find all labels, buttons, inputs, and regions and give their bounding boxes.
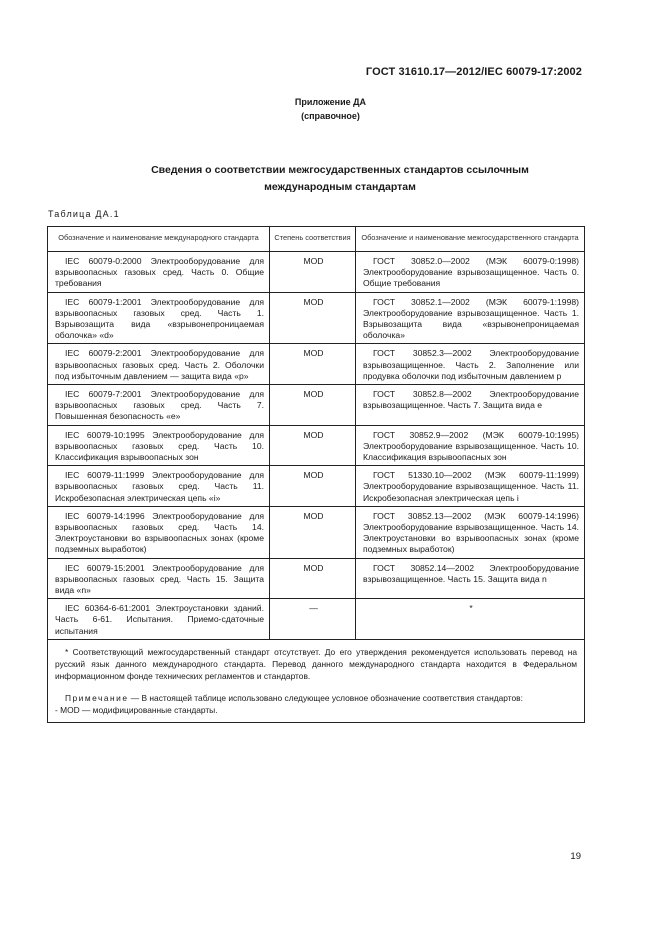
main-title	[60, 162, 620, 196]
table-row	[48, 292, 585, 344]
table-note	[55, 692, 577, 716]
international-standard-cell: IEC 60079-15:2001 Электрооборудование для взрывоопасных газовых сред. Часть 15. Защита вида «n»	[48, 558, 270, 599]
degree-cell: MOD	[270, 558, 356, 599]
table-notes-row	[48, 639, 585, 722]
international-standard-cell: IEC 60079-10:1995 Электрооборудование для взрывоопасных газовых сред. Часть 10. Классификация взрывоопасных зон	[48, 425, 270, 466]
degree-cell: MOD	[270, 506, 356, 558]
degree-cell: MOD	[270, 425, 356, 466]
column-header-national: Обозначение и наименование межгосударственного стандарта	[356, 227, 585, 252]
main-title-line-2: международным стандартам	[264, 181, 416, 193]
international-standard-cell: IEC 60364-6-61:2001 Электроустановки зданий. Часть 6-61. Испытания. Приемо-сдаточные испытания	[48, 599, 270, 640]
appendix-subtitle: (справочное)	[301, 111, 360, 121]
table-header-row	[48, 227, 585, 252]
national-standard-cell: ГОСТ 30852.3—2002 Электрооборудование взрывозащищенное. Часть 2. Заполнение или продувка оболочки под избыточным давлением p	[356, 344, 585, 385]
appendix-heading	[0, 95, 661, 123]
international-standard-cell: IEC 60079-2:2001 Электрооборудование для взрывоопасных газовых сред. Часть 2. Оболочки под избыточным давлением — защита вида «р»	[48, 344, 270, 385]
table-row	[48, 344, 585, 385]
degree-cell: MOD	[270, 344, 356, 385]
national-standard-cell: *	[356, 599, 585, 640]
international-standard-cell: IEC 60079-7:2001 Электрооборудование для взрывоопасных газовых сред. Часть 7. Повышенная безопасность «е»	[48, 385, 270, 426]
national-standard-cell: ГОСТ 30852.0—2002 (МЭК 60079-0:1998) Электрооборудование взрывозащищенное. Часть 0. Общие требования	[356, 252, 585, 293]
table-row	[48, 425, 585, 466]
column-header-degree: Степень соответствия	[270, 227, 356, 252]
main-title-line-1: Сведения о соответствии межгосударственных стандартов ссылочным	[151, 164, 529, 176]
table-note-label: Примечание	[65, 692, 129, 703]
international-standard-cell: IEC 60079-0:2000 Электрооборудование для взрывоопасных газовых сред. Часть 0. Общие требования	[48, 252, 270, 293]
table-row	[48, 252, 585, 293]
column-header-international: Обозначение и наименование международного стандарта	[48, 227, 270, 252]
national-standard-cell: ГОСТ 30852.13—2002 (МЭК 60079-14:1996) Электрооборудование взрывозащищенное. Часть 14. Электроустановки во взрывоопасных зонах (кроме подземных выработок)	[356, 506, 585, 558]
table-row	[48, 385, 585, 426]
document-header-standard-code: ГОСТ 31610.17—2012/IEC 60079-17:2002	[365, 66, 582, 78]
degree-cell: —	[270, 599, 356, 640]
international-standard-cell: IEC 60079-11:1999 Электрооборудование для взрывоопасных газовых сред. Часть 11. Искробезопасная электрическая цепь «i»	[48, 466, 270, 507]
national-standard-cell: ГОСТ 30852.8—2002 Электрооборудование взрывозащищенное. Часть 7. Защита вида e	[356, 385, 585, 426]
degree-cell: MOD	[270, 466, 356, 507]
table-label: Таблица ДА.1	[48, 209, 120, 219]
table-footnote: * Соответствующий межгосударственный стандарт отсутствует. До его утверждения рекомендуется использовать перевод на русский язык данного международного стандарта. Перевод данного международного стандарта находится в Федеральном информационном фонде технических регламентов и стандартов.	[55, 646, 577, 681]
degree-cell: MOD	[270, 292, 356, 344]
national-standard-cell: ГОСТ 51330.10—2002 (МЭК 60079-11:1999) Электрооборудование взрывозащищенное. Часть 11. Искробезопасная электрическая цепь i	[356, 466, 585, 507]
table-note-body: — В настоящей таблице использовано следующее условное обозначение соответствия стандартов:	[128, 692, 523, 703]
table-row	[48, 599, 585, 640]
national-standard-cell: ГОСТ 30852.9—2002 (МЭК 60079-10:1995) Электрооборудование взрывозащищенное. Часть 10. Классификация взрывоопасных зон	[356, 425, 585, 466]
table-row	[48, 558, 585, 599]
national-standard-cell: ГОСТ 30852.1—2002 (МЭК 60079-1:1998) Электрооборудование взрывозащищенное. Часть 1. Взрывозащита вида «взрывонепроницаемая оболочка»	[356, 292, 585, 344]
table-row	[48, 466, 585, 507]
correspondence-table	[47, 226, 584, 723]
table-notes-cell	[48, 639, 585, 722]
degree-cell: MOD	[270, 385, 356, 426]
international-standard-cell: IEC 60079-1:2001 Электрооборудование для взрывоопасных газовых сред. Часть 1. Взрывозащита вида «взрывонепроницаемая оболочка» «d»	[48, 292, 270, 344]
international-standard-cell: IEC 60079-14:1996 Электрооборудование для взрывоопасных газовых сред. Часть 14. Электроустановки во взрывоопасных зонах (кроме подземных выработок)	[48, 506, 270, 558]
table-note-text	[55, 692, 577, 704]
national-standard-cell: ГОСТ 30852.14—2002 Электрооборудование взрывозащищенное. Часть 15. Защита вида n	[356, 558, 585, 599]
degree-cell: MOD	[270, 252, 356, 293]
appendix-title: Приложение ДА	[294, 97, 367, 107]
page-number: 19	[570, 851, 581, 862]
table-note-item: - MOD — модифицированные стандарты.	[55, 704, 218, 715]
table-row	[48, 506, 585, 558]
